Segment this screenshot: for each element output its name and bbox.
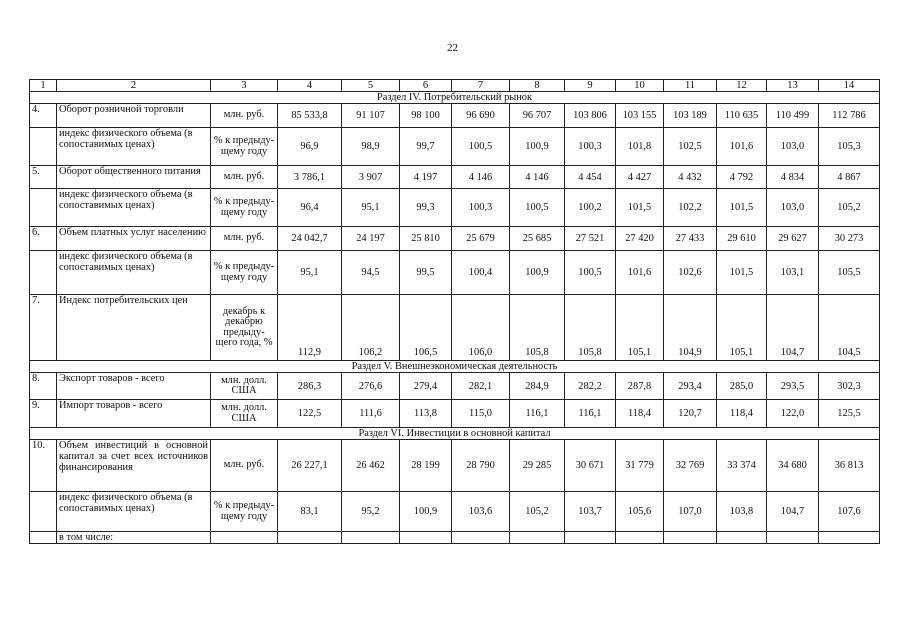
column-header: 12 [717, 80, 767, 92]
indicator-name: Экспорт товаров - всего [57, 373, 211, 400]
value-cell: 118,4 [616, 400, 664, 428]
value-cell: 33 374 [717, 440, 767, 492]
value-cell: 105,8 [565, 295, 616, 361]
value-cell: 95,2 [342, 492, 400, 532]
value-cell: 103,0 [767, 128, 819, 166]
value-cell: 107,0 [664, 492, 717, 532]
value-cell [819, 532, 880, 544]
column-header: 1 [30, 80, 57, 92]
value-cell: 101,8 [616, 128, 664, 166]
section-title: Раздел IV. Потребительский рынок [30, 92, 880, 104]
value-cell: 106,5 [400, 295, 452, 361]
value-cell: 105,8 [510, 295, 565, 361]
value-cell: 279,4 [400, 373, 452, 400]
value-cell: 284,9 [510, 373, 565, 400]
value-cell [664, 532, 717, 544]
unit-of-measure: млн. долл. США [211, 373, 278, 400]
indicator-name: индекс физического объема (в сопоставимых ценах) [57, 492, 211, 532]
unit-of-measure: млн. руб. [211, 104, 278, 128]
value-cell: 106,0 [452, 295, 510, 361]
unit-of-measure [211, 532, 278, 544]
value-cell: 29 627 [767, 227, 819, 251]
indicator-name: индекс физического объема (в сопоставимых ценах) [57, 189, 211, 227]
table-row [30, 189, 880, 227]
value-cell: 110 499 [767, 104, 819, 128]
value-cell: 104,7 [767, 492, 819, 532]
value-cell: 99,7 [400, 128, 452, 166]
row-number [30, 189, 57, 227]
row-number [30, 128, 57, 166]
value-cell: 27 433 [664, 227, 717, 251]
table-row [30, 128, 880, 166]
table-row [30, 227, 880, 251]
value-cell: 4 427 [616, 166, 664, 189]
table-row [30, 104, 880, 128]
value-cell: 103,8 [717, 492, 767, 532]
unit-of-measure: млн. руб. [211, 227, 278, 251]
row-number: 9. [30, 400, 57, 428]
value-cell: 282,2 [565, 373, 616, 400]
value-cell: 4 146 [510, 166, 565, 189]
value-cell: 122,0 [767, 400, 819, 428]
value-cell: 101,5 [717, 189, 767, 227]
value-cell [510, 532, 565, 544]
table-body [30, 80, 880, 544]
row-number: 10. [30, 440, 57, 492]
column-header: 5 [342, 80, 400, 92]
value-cell: 276,6 [342, 373, 400, 400]
value-cell: 104,5 [819, 295, 880, 361]
column-header: 14 [819, 80, 880, 92]
value-cell: 4 867 [819, 166, 880, 189]
value-cell: 100,9 [510, 251, 565, 295]
value-cell: 100,3 [565, 128, 616, 166]
column-header: 13 [767, 80, 819, 92]
value-cell: 25 679 [452, 227, 510, 251]
column-header-row [30, 80, 880, 92]
column-header: 6 [400, 80, 452, 92]
indicator-name: Оборот общественного питания [57, 166, 211, 189]
value-cell: 99,5 [400, 251, 452, 295]
value-cell: 101,5 [616, 189, 664, 227]
value-cell: 293,5 [767, 373, 819, 400]
value-cell: 31 779 [616, 440, 664, 492]
value-cell: 105,3 [819, 128, 880, 166]
value-cell: 112 786 [819, 104, 880, 128]
value-cell: 94,5 [342, 251, 400, 295]
value-cell: 100,2 [565, 189, 616, 227]
value-cell [565, 532, 616, 544]
value-cell: 103 155 [616, 104, 664, 128]
value-cell: 101,5 [717, 251, 767, 295]
column-header: 2 [57, 80, 211, 92]
value-cell: 125,5 [819, 400, 880, 428]
value-cell: 103,7 [565, 492, 616, 532]
value-cell: 4 197 [400, 166, 452, 189]
value-cell [452, 532, 510, 544]
indicator-name: Оборот розничной торговли [57, 104, 211, 128]
value-cell: 103,0 [767, 189, 819, 227]
row-number [30, 251, 57, 295]
value-cell: 102,5 [664, 128, 717, 166]
value-cell: 29 285 [510, 440, 565, 492]
indicator-name: индекс физического объема (в сопоставимых ценах) [57, 251, 211, 295]
column-header: 9 [565, 80, 616, 92]
value-cell: 111,6 [342, 400, 400, 428]
value-cell [767, 532, 819, 544]
value-cell: 105,2 [819, 189, 880, 227]
value-cell: 96 707 [510, 104, 565, 128]
unit-of-measure: млн. долл. США [211, 400, 278, 428]
indicator-name: Индекс потребительских цен [57, 295, 211, 361]
value-cell: 34 680 [767, 440, 819, 492]
section-title: Раздел V. Внешнеэкономическая деятельность [30, 361, 880, 373]
table-row [30, 166, 880, 189]
value-cell: 103,1 [767, 251, 819, 295]
column-header: 4 [278, 80, 342, 92]
value-cell: 32 769 [664, 440, 717, 492]
value-cell: 106,2 [342, 295, 400, 361]
value-cell: 103 806 [565, 104, 616, 128]
value-cell: 104,9 [664, 295, 717, 361]
unit-of-measure: % к предыду-щему году [211, 128, 278, 166]
value-cell: 36 813 [819, 440, 880, 492]
value-cell [400, 532, 452, 544]
value-cell: 122,5 [278, 400, 342, 428]
table-row [30, 532, 880, 544]
value-cell: 27 521 [565, 227, 616, 251]
section-title: Раздел VI. Инвестиции в основной капитал [30, 428, 880, 440]
value-cell: 100,9 [400, 492, 452, 532]
value-cell: 118,4 [717, 400, 767, 428]
column-header: 10 [616, 80, 664, 92]
value-cell: 102,2 [664, 189, 717, 227]
section-header-row [30, 92, 880, 104]
unit-of-measure: % к предыду-щему году [211, 492, 278, 532]
indicator-name: Импорт товаров - всего [57, 400, 211, 428]
value-cell: 286,3 [278, 373, 342, 400]
row-number: 4. [30, 104, 57, 128]
value-cell: 100,5 [452, 128, 510, 166]
value-cell [278, 532, 342, 544]
value-cell: 116,1 [565, 400, 616, 428]
value-cell: 116,1 [510, 400, 565, 428]
value-cell: 4 432 [664, 166, 717, 189]
value-cell: 4 792 [717, 166, 767, 189]
value-cell: 98 100 [400, 104, 452, 128]
value-cell: 26 227,1 [278, 440, 342, 492]
value-cell: 287,8 [616, 373, 664, 400]
value-cell: 282,1 [452, 373, 510, 400]
value-cell: 24 042,7 [278, 227, 342, 251]
page-number: 22 [447, 42, 458, 54]
value-cell: 102,6 [664, 251, 717, 295]
value-cell: 27 420 [616, 227, 664, 251]
value-cell: 83,1 [278, 492, 342, 532]
value-cell: 101,6 [616, 251, 664, 295]
column-header: 3 [211, 80, 278, 92]
row-number: 6. [30, 227, 57, 251]
indicator-name: в том числе: [57, 532, 211, 544]
value-cell: 285,0 [717, 373, 767, 400]
indicator-name: Объем инвестиций в основной капитал за счет всех источников финансирования [57, 440, 211, 492]
value-cell: 293,4 [664, 373, 717, 400]
column-header: 8 [510, 80, 565, 92]
row-number: 8. [30, 373, 57, 400]
value-cell: 25 810 [400, 227, 452, 251]
value-cell: 3 907 [342, 166, 400, 189]
unit-of-measure: % к предыду-щему году [211, 251, 278, 295]
value-cell: 95,1 [278, 251, 342, 295]
value-cell: 113,8 [400, 400, 452, 428]
unit-of-measure: декабрь к декабрю предыду-щего года, % [211, 295, 278, 361]
value-cell: 105,1 [616, 295, 664, 361]
value-cell: 4 834 [767, 166, 819, 189]
value-cell: 100,4 [452, 251, 510, 295]
value-cell: 105,5 [819, 251, 880, 295]
value-cell: 110 635 [717, 104, 767, 128]
table-row [30, 492, 880, 532]
value-cell: 96,4 [278, 189, 342, 227]
value-cell: 30 671 [565, 440, 616, 492]
statistics-table [29, 79, 880, 544]
value-cell [717, 532, 767, 544]
section-header-row [30, 361, 880, 373]
value-cell: 302,3 [819, 373, 880, 400]
value-cell: 100,3 [452, 189, 510, 227]
value-cell [342, 532, 400, 544]
value-cell: 104,7 [767, 295, 819, 361]
value-cell: 95,1 [342, 189, 400, 227]
value-cell: 30 273 [819, 227, 880, 251]
indicator-name: Объем платных услуг населению [57, 227, 211, 251]
value-cell: 101,6 [717, 128, 767, 166]
value-cell: 100,9 [510, 128, 565, 166]
value-cell: 26 462 [342, 440, 400, 492]
value-cell: 28 790 [452, 440, 510, 492]
value-cell: 115,0 [452, 400, 510, 428]
table-row [30, 251, 880, 295]
value-cell: 24 197 [342, 227, 400, 251]
value-cell: 103,6 [452, 492, 510, 532]
value-cell: 103 189 [664, 104, 717, 128]
indicator-name: индекс физического объема (в сопоставимых ценах) [57, 128, 211, 166]
table-row [30, 295, 880, 361]
value-cell: 4 146 [452, 166, 510, 189]
table-row [30, 373, 880, 400]
unit-of-measure: млн. руб. [211, 166, 278, 189]
unit-of-measure: млн. руб. [211, 440, 278, 492]
value-cell: 100,5 [565, 251, 616, 295]
value-cell: 91 107 [342, 104, 400, 128]
table-row [30, 400, 880, 428]
column-header: 7 [452, 80, 510, 92]
value-cell: 28 199 [400, 440, 452, 492]
unit-of-measure: % к предыду-щему году [211, 189, 278, 227]
row-number [30, 492, 57, 532]
value-cell: 29 610 [717, 227, 767, 251]
value-cell: 105,2 [510, 492, 565, 532]
value-cell: 4 454 [565, 166, 616, 189]
value-cell: 105,1 [717, 295, 767, 361]
row-number [30, 532, 57, 544]
row-number: 5. [30, 166, 57, 189]
value-cell: 25 685 [510, 227, 565, 251]
value-cell: 107,6 [819, 492, 880, 532]
value-cell: 112,9 [278, 295, 342, 361]
table-row [30, 440, 880, 492]
value-cell: 99,3 [400, 189, 452, 227]
section-header-row [30, 428, 880, 440]
value-cell: 96 690 [452, 104, 510, 128]
value-cell: 105,6 [616, 492, 664, 532]
value-cell: 100,5 [510, 189, 565, 227]
value-cell: 85 533,8 [278, 104, 342, 128]
value-cell [616, 532, 664, 544]
value-cell: 96,9 [278, 128, 342, 166]
column-header: 11 [664, 80, 717, 92]
value-cell: 120,7 [664, 400, 717, 428]
value-cell: 98,9 [342, 128, 400, 166]
value-cell: 3 786,1 [278, 166, 342, 189]
row-number: 7. [30, 295, 57, 361]
